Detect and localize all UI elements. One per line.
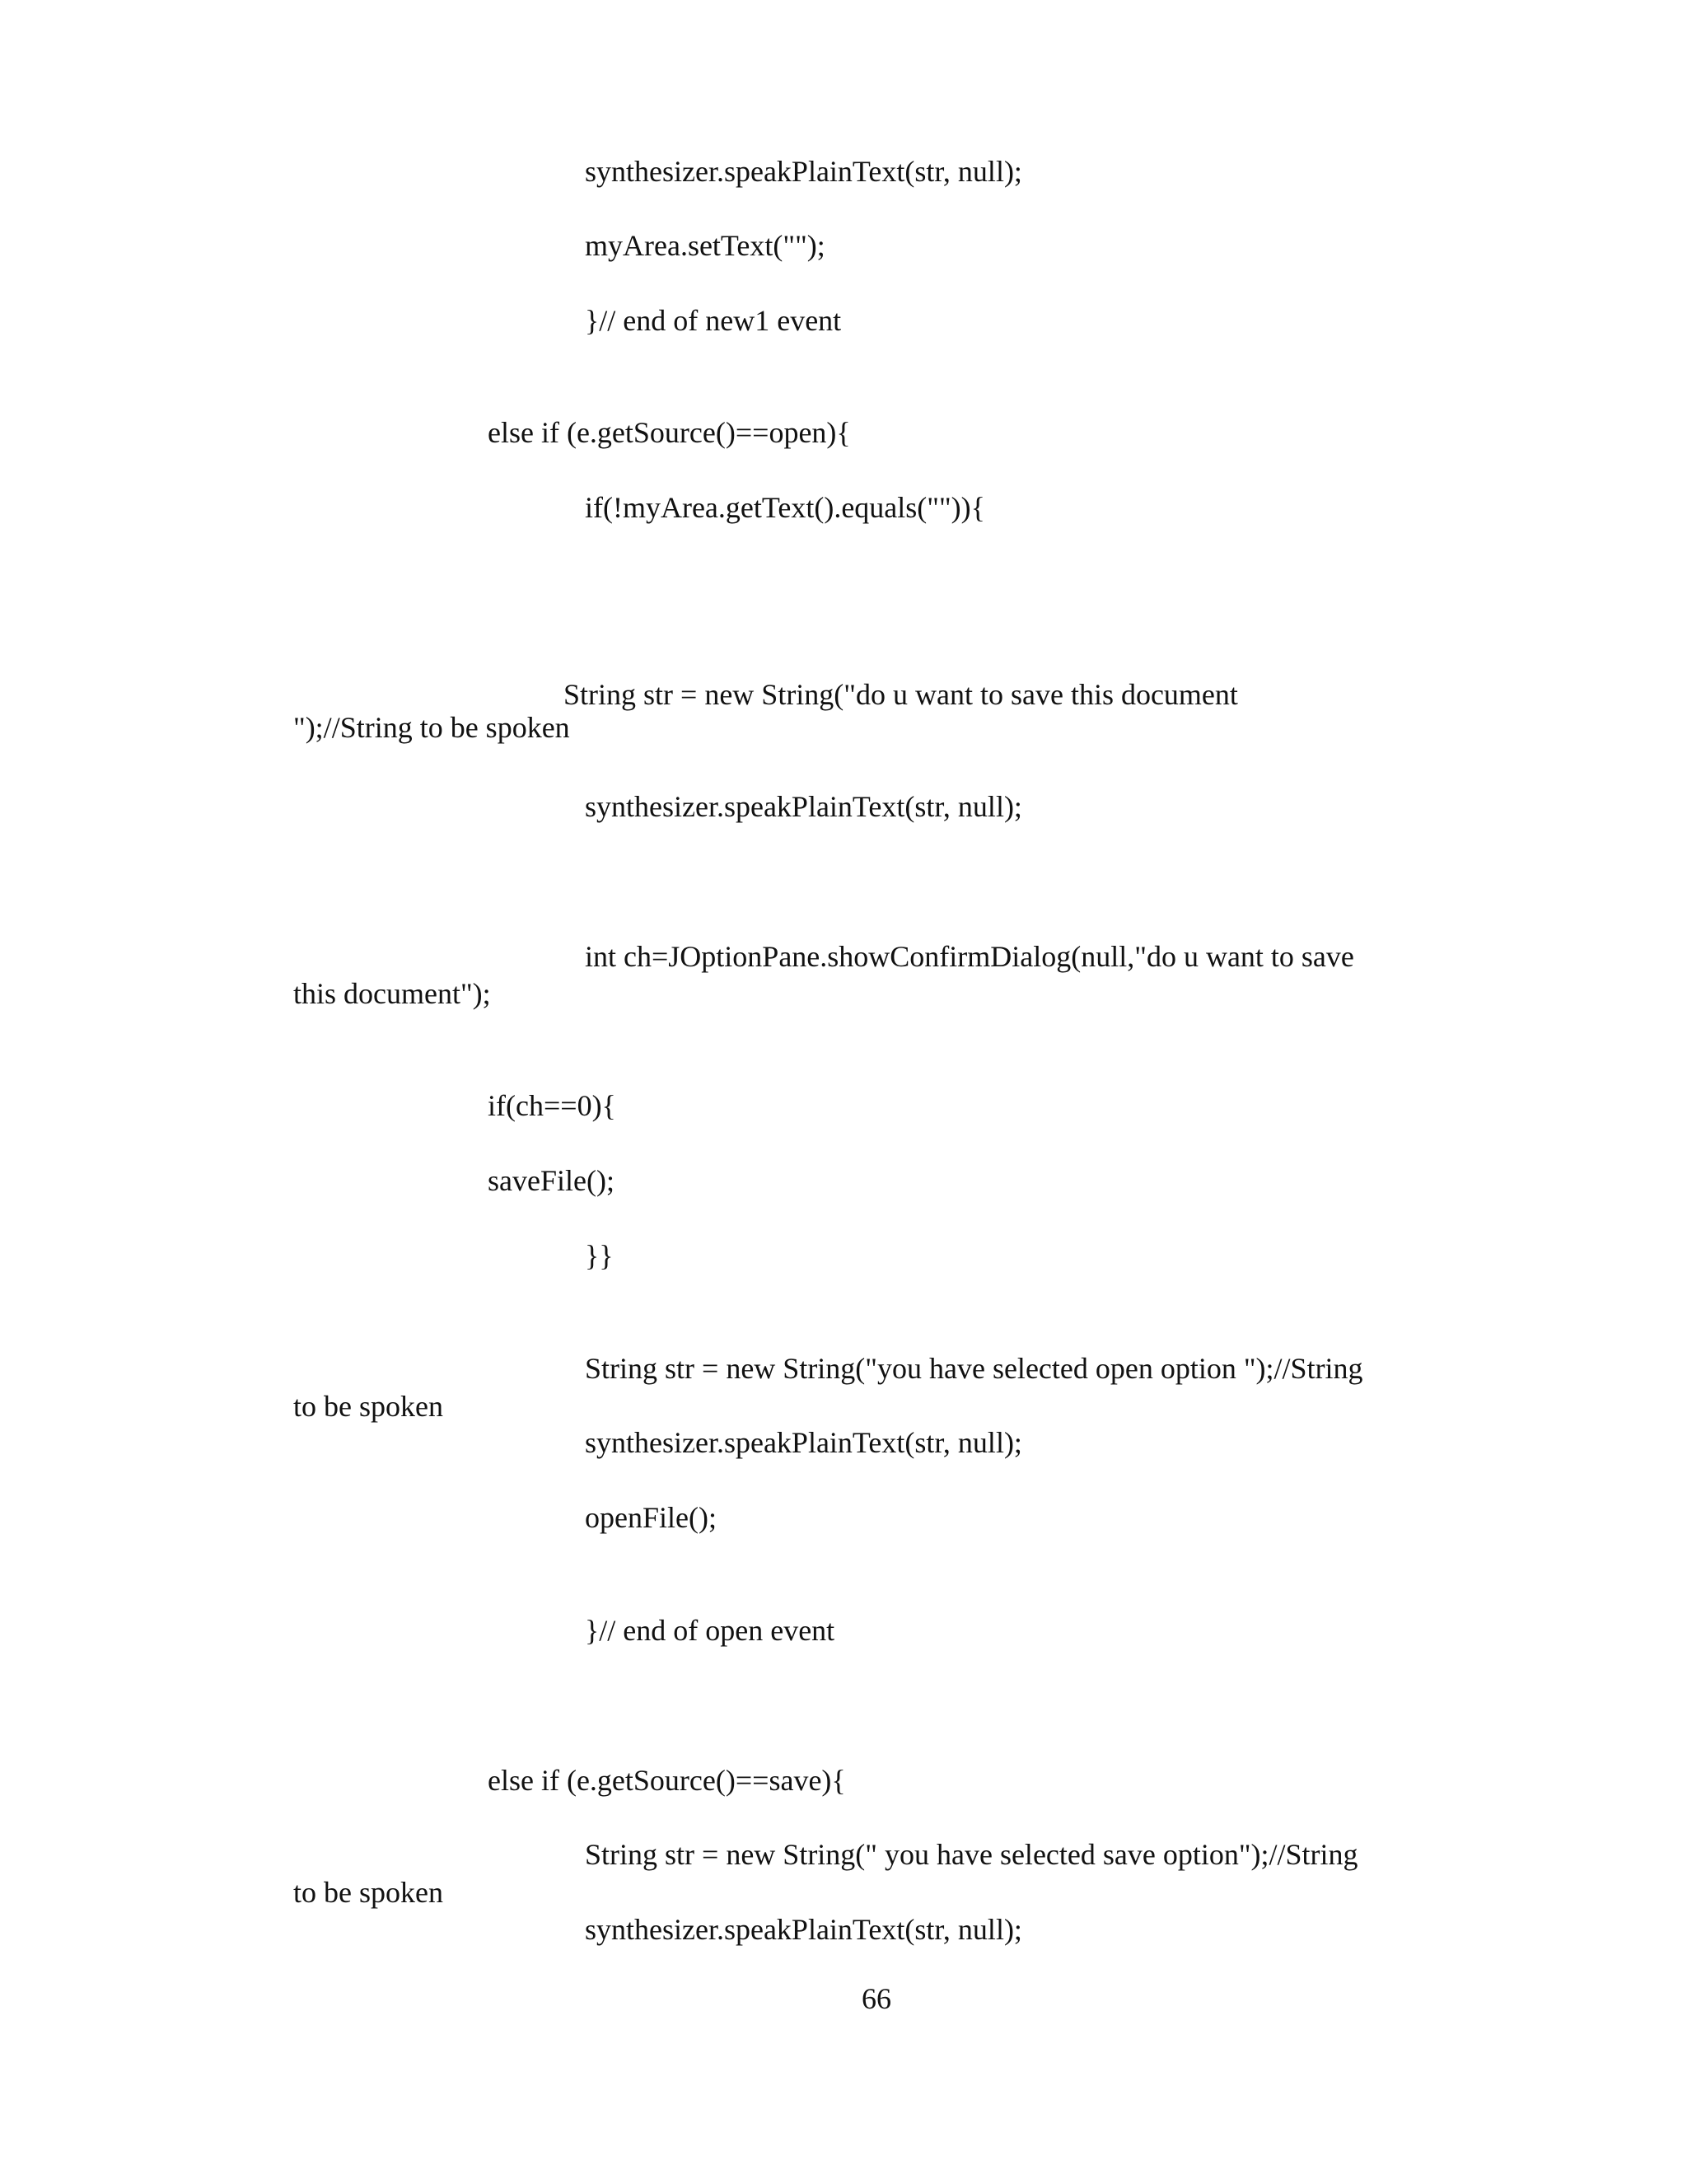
code-line: to be spoken — [293, 1876, 443, 1909]
code-line: String str = new String("you have selected open option ");//String — [585, 1352, 1363, 1385]
code-line: to be spoken — [293, 1390, 443, 1423]
code-line: }// end of open event — [585, 1614, 835, 1647]
code-line: openFile(); — [585, 1501, 717, 1534]
code-line: synthesizer.speakPlainText(str, null); — [585, 1426, 1022, 1459]
code-line: }} — [585, 1239, 614, 1272]
code-line: synthesizer.speakPlainText(str, null); — [585, 1913, 1022, 1946]
code-line: else if (e.getSource()==open){ — [488, 416, 851, 449]
code-line: if(!myArea.getText().equals("")){ — [585, 491, 985, 524]
code-line: String str = new String(" you have selected save option");//String — [585, 1838, 1358, 1871]
code-line: synthesizer.speakPlainText(str, null); — [585, 790, 1022, 823]
code-line: int ch=JOptionPane.showConfirmDialog(null,"do u want to save — [585, 940, 1354, 973]
code-line: if(ch==0){ — [488, 1089, 616, 1122]
code-line: ");//String to be spoken — [293, 711, 570, 744]
code-line: myArea.setText(""); — [585, 229, 825, 262]
code-line: String str = new String("do u want to save this document — [563, 678, 1238, 711]
code-line: saveFile(); — [488, 1164, 615, 1197]
code-line: else if (e.getSource()==save){ — [488, 1764, 846, 1797]
code-line: }// end of new1 event — [585, 304, 842, 337]
page-number: 66 — [862, 1982, 891, 2015]
code-line: this document"); — [293, 977, 491, 1010]
code-line: synthesizer.speakPlainText(str, null); — [585, 155, 1022, 188]
